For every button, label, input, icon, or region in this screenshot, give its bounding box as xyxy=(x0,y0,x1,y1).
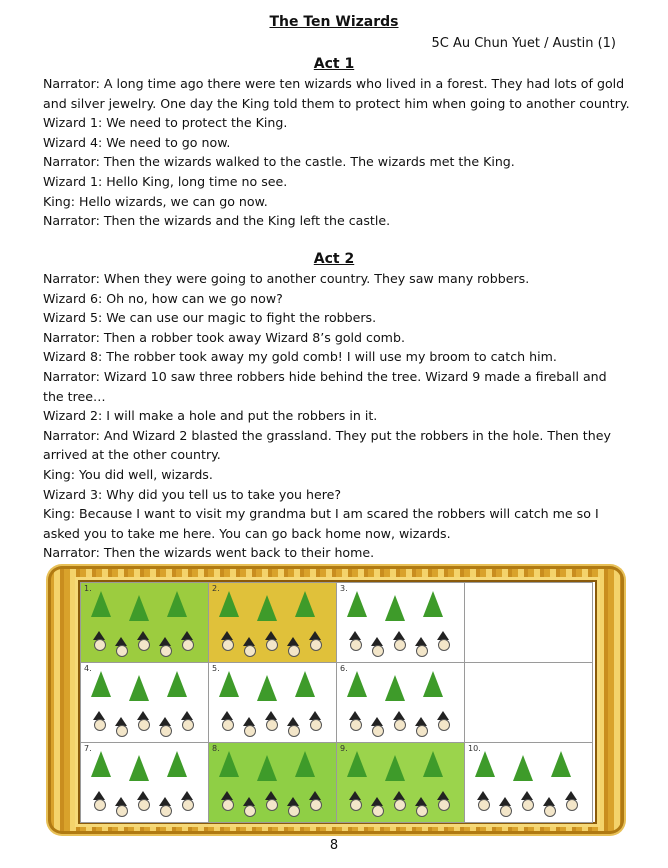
script-line: Narrator: Then the wizards went back to their home. xyxy=(43,545,375,561)
wizard-drawing xyxy=(160,805,172,817)
wizard-drawing xyxy=(288,805,300,817)
wizard-drawing xyxy=(350,799,362,811)
script-line: Wizard 8: The robber took away my gold comb! I will use my broom to catch him. xyxy=(43,349,557,365)
act2-heading: Act 2 xyxy=(313,251,355,267)
page-number: 8 xyxy=(329,838,339,853)
wizard-drawing xyxy=(116,645,128,657)
script-line: Wizard 6: Oh no, how can we go now? xyxy=(43,290,283,306)
panel-number: 1. xyxy=(84,584,92,593)
tree-drawing xyxy=(423,591,443,617)
script-line: Wizard 2: I will make a hole and put the robbers in it. xyxy=(43,408,378,424)
script-line: Narrator: And Wizard 2 blasted the grassland. They put the robbers in the hole. Then they xyxy=(43,427,611,443)
wizard-drawing xyxy=(94,799,106,811)
panel-number: 5. xyxy=(212,664,220,673)
tree-drawing xyxy=(347,671,367,697)
script-line: Narrator: Then the wizards and the King left the castle. xyxy=(43,213,391,229)
page-title: The Ten Wizards xyxy=(269,14,399,30)
wizard-drawing xyxy=(138,639,150,651)
tree-drawing xyxy=(347,591,367,617)
script-line: King: You did well, wizards. xyxy=(43,466,213,482)
tree-drawing xyxy=(167,671,187,697)
script-line: Wizard 3: Why did you tell us to take you here? xyxy=(43,486,342,502)
wizard-drawing xyxy=(394,719,406,731)
tree-drawing xyxy=(257,755,277,781)
wizard-drawing xyxy=(478,799,490,811)
wizard-drawing xyxy=(94,639,106,651)
wizard-drawing xyxy=(310,799,322,811)
tree-drawing xyxy=(347,751,367,777)
tree-drawing xyxy=(513,755,533,781)
wizard-drawing xyxy=(244,645,256,657)
illustration-panel xyxy=(336,582,465,663)
script-line: Narrator: Then a robber took away Wizard 8’s gold comb. xyxy=(43,329,405,345)
script-line: Narrator: Then the wizards walked to the castle. The wizards met the King. xyxy=(43,154,515,170)
illustration-panel xyxy=(464,742,593,823)
wizard-drawing xyxy=(438,719,450,731)
tree-drawing xyxy=(91,751,111,777)
wizard-drawing xyxy=(222,639,234,651)
wizard-drawing xyxy=(310,719,322,731)
illustration-panel xyxy=(464,582,593,663)
tree-drawing xyxy=(129,675,149,701)
script-line: Narrator: Wizard 10 saw three robbers hide behind the tree. Wizard 9 made a fireball and xyxy=(43,368,607,384)
tree-drawing xyxy=(219,751,239,777)
tree-drawing xyxy=(385,755,405,781)
script-line: Narrator: A long time ago there were ten wizards who lived in a forest. They had lots of gold xyxy=(43,76,625,91)
panel-number: 10. xyxy=(468,744,481,753)
tree-drawing xyxy=(423,671,443,697)
tree-drawing xyxy=(129,755,149,781)
script-line: Wizard 1: Hello King, long time no see. xyxy=(43,173,288,189)
wizard-drawing xyxy=(116,805,128,817)
tree-drawing xyxy=(257,595,277,621)
wizard-drawing xyxy=(244,725,256,737)
script-line: the tree… xyxy=(43,388,106,404)
tree-drawing xyxy=(167,591,187,617)
wizard-drawing xyxy=(372,805,384,817)
script-line: asked you to take me here. You can go back home now, wizards. xyxy=(43,525,451,541)
wizard-drawing xyxy=(160,725,172,737)
illustration-grid xyxy=(78,580,597,824)
tree-drawing xyxy=(423,751,443,777)
illustration-panel xyxy=(80,662,209,743)
illustration-panel xyxy=(208,662,337,743)
illustration-panel xyxy=(80,582,209,663)
wizard-drawing xyxy=(182,639,194,651)
panel-number: 6. xyxy=(340,664,348,673)
wizard-drawing xyxy=(182,719,194,731)
wizard-drawing xyxy=(138,799,150,811)
panel-number: 3. xyxy=(340,584,348,593)
wizard-drawing xyxy=(266,799,278,811)
script-line: Wizard 1: We need to protect the King. xyxy=(43,115,288,131)
wizard-drawing xyxy=(394,639,406,651)
tree-drawing xyxy=(295,591,315,617)
wizard-drawing xyxy=(438,799,450,811)
illustration-panel xyxy=(336,662,465,743)
wizard-drawing xyxy=(182,799,194,811)
act2-script xyxy=(43,269,633,563)
illustration-frame xyxy=(48,566,624,834)
tree-drawing xyxy=(257,675,277,701)
wizard-drawing xyxy=(372,645,384,657)
panel-number: 4. xyxy=(84,664,92,673)
wizard-drawing xyxy=(222,799,234,811)
script-line: King: Hello wizards, we can go now. xyxy=(43,193,268,209)
illustration-panel xyxy=(208,742,337,823)
wizard-drawing xyxy=(416,805,428,817)
wizard-drawing xyxy=(416,645,428,657)
tree-drawing xyxy=(385,675,405,701)
wizard-drawing xyxy=(438,639,450,651)
wizard-drawing xyxy=(544,805,556,817)
wizard-drawing xyxy=(222,719,234,731)
tree-drawing xyxy=(385,595,405,621)
wizard-drawing xyxy=(244,805,256,817)
tree-drawing xyxy=(91,671,111,697)
illustration-panel xyxy=(208,582,337,663)
tree-drawing xyxy=(129,595,149,621)
act1-heading: Act 1 xyxy=(313,56,355,72)
wizard-drawing xyxy=(160,645,172,657)
wizard-drawing xyxy=(372,725,384,737)
script-line: Wizard 5: We can use our magic to fight the robbers. xyxy=(43,310,377,326)
act1-script xyxy=(43,74,633,231)
panel-number: 9. xyxy=(340,744,348,753)
tree-drawing xyxy=(295,671,315,697)
tree-drawing xyxy=(475,751,495,777)
script-line: arrived at the other country. xyxy=(43,447,221,463)
tree-drawing xyxy=(219,591,239,617)
wizard-drawing xyxy=(138,719,150,731)
wizard-drawing xyxy=(288,725,300,737)
wizard-drawing xyxy=(288,645,300,657)
script-line: and silver jewelry. One day the King told them to protect him when going to another country. xyxy=(43,95,630,111)
tree-drawing xyxy=(167,751,187,777)
panel-number: 2. xyxy=(212,584,220,593)
script-line: Narrator: When they were going to another country. They saw many robbers. xyxy=(43,271,530,286)
author-line: 5C Au Chun Yuet / Austin (1) xyxy=(431,36,616,51)
tree-drawing xyxy=(91,591,111,617)
illustration-panel xyxy=(464,662,593,743)
panel-number: 8. xyxy=(212,744,220,753)
wizard-drawing xyxy=(266,639,278,651)
script-line: Wizard 4: We need to go now. xyxy=(43,134,231,150)
wizard-drawing xyxy=(416,725,428,737)
wizard-drawing xyxy=(310,639,322,651)
tree-drawing xyxy=(219,671,239,697)
illustration-panel xyxy=(80,742,209,823)
wizard-drawing xyxy=(350,639,362,651)
tree-drawing xyxy=(295,751,315,777)
wizard-drawing xyxy=(394,799,406,811)
illustration-panel xyxy=(336,742,465,823)
wizard-drawing xyxy=(500,805,512,817)
tree-drawing xyxy=(551,751,571,777)
wizard-drawing xyxy=(522,799,534,811)
wizard-drawing xyxy=(266,719,278,731)
panel-number: 7. xyxy=(84,744,92,753)
wizard-drawing xyxy=(350,719,362,731)
wizard-drawing xyxy=(94,719,106,731)
wizard-drawing xyxy=(116,725,128,737)
wizard-drawing xyxy=(566,799,578,811)
script-line: King: Because I want to visit my grandma but I am scared the robbers will catch me so I xyxy=(43,506,599,522)
